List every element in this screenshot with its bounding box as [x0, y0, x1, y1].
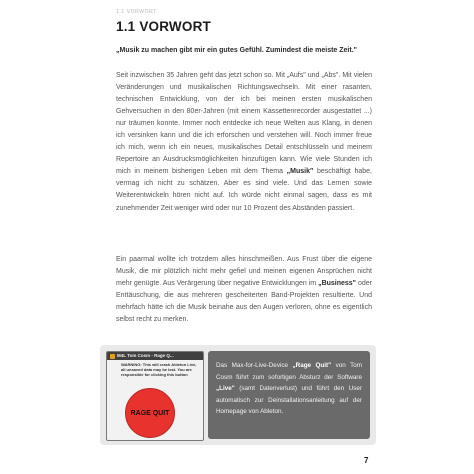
- device-title: M4L Tom Cosm - Rage Q...: [117, 353, 174, 358]
- paragraph-1-text-b: beschäftigt habe, vermag ich nicht zu schätzen. Aber es sind viele. Und das Lernen sowie Weiterentwickeln hören nicht auf. Ich würde nicht einmal sagen, dass es mit zunehmender Zeit weniger wird oder nur 10 Prozent des Abständen passiert.: [116, 168, 372, 212]
- description-bold-2: „Live": [216, 385, 235, 392]
- description-bold-1: „Rage Quit": [292, 362, 332, 369]
- paragraph-2-bold: „Business": [318, 280, 357, 288]
- paragraph-2-text-b: oder Enttäuschung, die aus mehreren gescheiterten Band-Projekten resultierte. Und mehrfach hätte ich die Musik beinahe aus den Augen verloren, ohne es eigentlich selbst recht zu merken.: [116, 280, 372, 324]
- chapter-title: 1.1 VORWORT: [116, 19, 211, 34]
- page-number: 7: [364, 456, 369, 465]
- description-text-c: (samt Datenverlust) und führt den User automatisch zur Deinstallationsanleitung auf der Homepage von Ableton.: [216, 385, 362, 415]
- running-head: 1.1 VORWORT: [116, 9, 157, 15]
- body-paragraph-1: [116, 70, 372, 215]
- paragraph-1-bold: „Musik": [286, 168, 314, 176]
- rage-quit-button[interactable]: RAGE QUIT: [125, 388, 175, 438]
- device-warning: WARNING: This will crash Ableton Live, all unsaved data may be lost. You are responsible for clicking this button: [121, 362, 197, 377]
- device-window: [106, 351, 204, 441]
- description-text-b: von Tom Cosm führt zum sofortigen Absturz der Software: [216, 362, 363, 381]
- intro-quote: „Musik zu machen gibt mir ein gutes Gefühl. Zumindest die meiste Zeit.": [116, 47, 357, 54]
- device-description-panel: [208, 351, 370, 439]
- body-paragraph-2: [116, 254, 372, 326]
- paragraph-2-text-a: Ein paarmal wollte ich trotzdem alles hinschmeißen. Aus Frust über die eigene Musik, die mir plötzlich nicht mehr gefiel und meinen eigenen Ansprüchen nicht mehr genügte. Aus Verärgerung über negative Entwicklungen im: [116, 256, 372, 288]
- device-description: [216, 360, 362, 418]
- description-text-a: Das Max-for-Live-Device: [216, 362, 293, 369]
- device-titlebar: [107, 352, 203, 360]
- paragraph-1-text-a: Seit inzwischen 35 Jahren geht das jetzt schon so. Mit „Aufs" und „Abs". Mit vielen Veränderungen und musikalischen Richtungswechseln. Mit einer rasanten, technischen Entwicklung, von der ich bei meinen ersten musikalischen Gehversuchen in den 80er-Jahren (mit einem Kassettenrecorder ausgestattet ...) nur träumen konnte. Immer noch entdecke ich neue Welten aus Klang, in denen ich versinken kann und die ich erforschen und verstehen will. Noch immer freue ich mich, wenn ich ein neues, musikalisches Detail entschlüsseln und meinem Repertoire an Ausdrucksmöglichkeiten hinzufügen kann. Wie viele Stunden ich mich in meinem bisherigen Leben mit dem Thema: [116, 72, 372, 176]
- device-info-box: [100, 345, 376, 445]
- device-power-icon[interactable]: [110, 354, 115, 359]
